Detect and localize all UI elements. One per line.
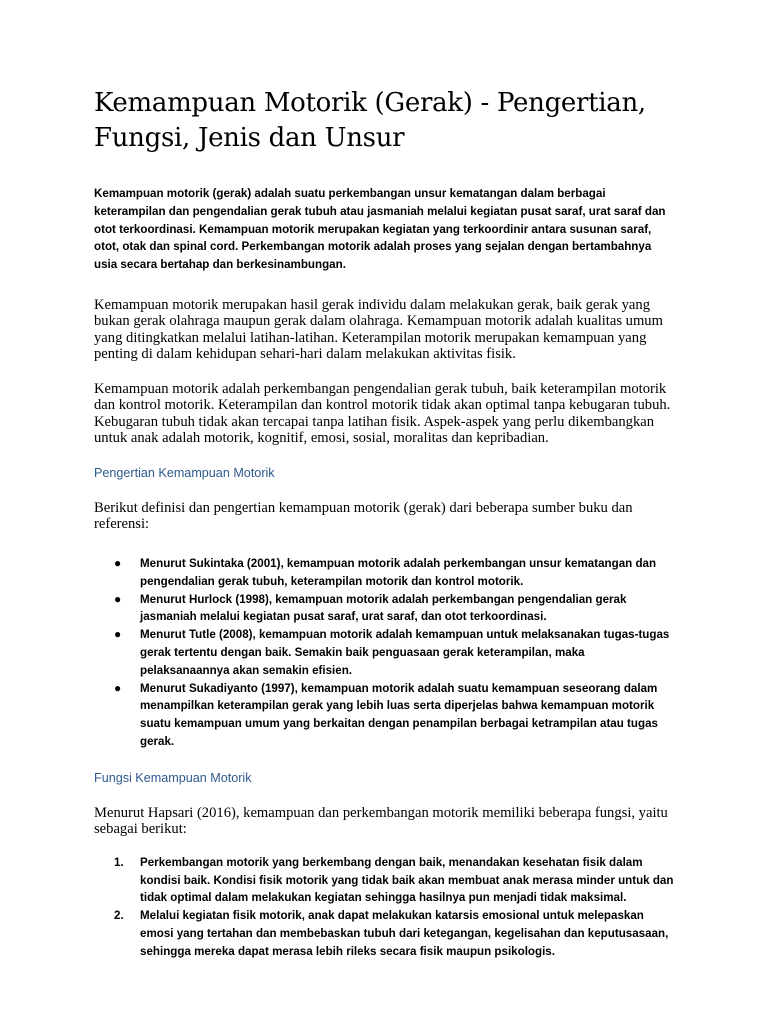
definition-lead: Berikut definisi dan pengertian kemampuan motorik (gerak) dari beberapa sumber buku dan referensi: [94, 499, 633, 533]
function-lead: Menurut Hapsari (2016), kemampuan dan perkembangan motorik memiliki beberapa fungsi, yaitu sebagai berikut: [94, 804, 668, 838]
definition-list [94, 555, 674, 751]
paragraph-2: Kemampuan motorik adalah perkembangan pengendalian gerak tubuh, baik keterampilan motorik dan kontrol motorik. Keterampilan dan kontrol motorik tidak akan optimal tanpa kebugaran tubuh. Kebugaran tubuh tidak akan tercapai tanpa latihan fisik. Aspek-aspek yang perlu dikembangkan untuk anak adalah motorik, kognitif, emosi, sosial, moralitas dan kepribadian. [94, 380, 671, 447]
list-item [94, 907, 674, 960]
list-number: 2. [114, 909, 124, 923]
bullet-marker: ● [114, 680, 122, 695]
intro-paragraph: Kemampuan motorik (gerak) adalah suatu perkembangan unsur kematangan dalam berbagai keterampilan dan pengendalian gerak tubuh atau jasmaniah melalui kegiatan pusat saraf, urat saraf dan otot terkoordinasi. Kemampuan motorik merupakan kegiatan yang terkoordinir antara susunan saraf, otot, otak dan spinal cord. Perkembangan motorik adalah proses yang sejalan dengan bertambahnya usia secara bertahap dan berkesinambungan. [94, 187, 666, 272]
bullet-marker: ● [114, 591, 122, 606]
list-item [94, 555, 674, 591]
function-list [94, 854, 674, 961]
list-item-text: Perkembangan motorik yang berkembang dengan baik, menandakan kesehatan fisik dalam kondisi baik. Kondisi fisik motorik yang tidak baik akan membuat anak merasa minder untuk dan tidak optimal dalam melakukan kegiatan sehingga hasilnya pun menjadi tidak maksimal. [140, 855, 674, 905]
list-item-text: Menurut Tutle (2008), kemampuan motorik adalah kemampuan untuk melaksanakan tugas-tugas gerak tertentu dengan baik. Semakin baik penguasaan gerak keterampilan, maka pelaksanaannya akan semakin efisien. [140, 628, 670, 677]
list-item [94, 854, 674, 907]
list-item-text: Menurut Sukadiyanto (1997), kemampuan motorik adalah suatu kemampuan seseorang dalam menampilkan keterampilan gerak yang lebih luas serta diperjelas bahwa kemampuan motorik suatu kemampuan umum yang berkaitan dengan penampilan berbagai ketrampilan atau tugas gerak. [140, 681, 658, 748]
section-heading-function: Fungsi Kemampuan Motorik [94, 770, 252, 785]
list-item-text: Melalui kegiatan fisik motorik, anak dapat melakukan katarsis emosional untuk melepaskan emosi yang tertahan dan membebaskan tubuh dari ketegangan, kegelisahan dan keputusasaan, sehingga mereka dapat merasa lebih rileks secara fisik maupun psikologis. [140, 909, 669, 958]
list-item [94, 626, 674, 679]
list-item-text: Menurut Sukintaka (2001), kemampuan motorik adalah perkembangan unsur kematangan dan pengendalian gerak tubuh, keterampilan motorik dan kontrol motorik. [140, 556, 657, 588]
bullet-marker: ● [114, 555, 122, 570]
bullet-marker: ● [114, 627, 122, 642]
list-item [94, 591, 674, 627]
section-heading-definition: Pengertian Kemampuan Motorik [94, 465, 275, 480]
document-title: Kemampuan Motorik (Gerak) - Pengertian, Fungsi, Jenis dan Unsur [94, 88, 646, 153]
paragraph-1: Kemampuan motorik merupakan hasil gerak individu dalam melakukan gerak, baik gerak yang bukan gerak olahraga maupun gerak dalam olahraga. Kemampuan motorik adalah kualitas umum yang ditingkatkan melalui latihan-latihan. Keterampilan motorik merupakan kemampuan yang penting di dalam kehidupan sehari-hari dalam melakukan aktivitas fisik. [94, 296, 663, 363]
list-item [94, 680, 674, 751]
list-number: 1. [114, 855, 124, 869]
list-item-text: Menurut Hurlock (1998), kemampuan motorik adalah perkembangan pengendalian gerak jasmaniah melalui kegiatan pusat saraf, urat saraf, dan otot terkoordinasi. [140, 592, 627, 624]
